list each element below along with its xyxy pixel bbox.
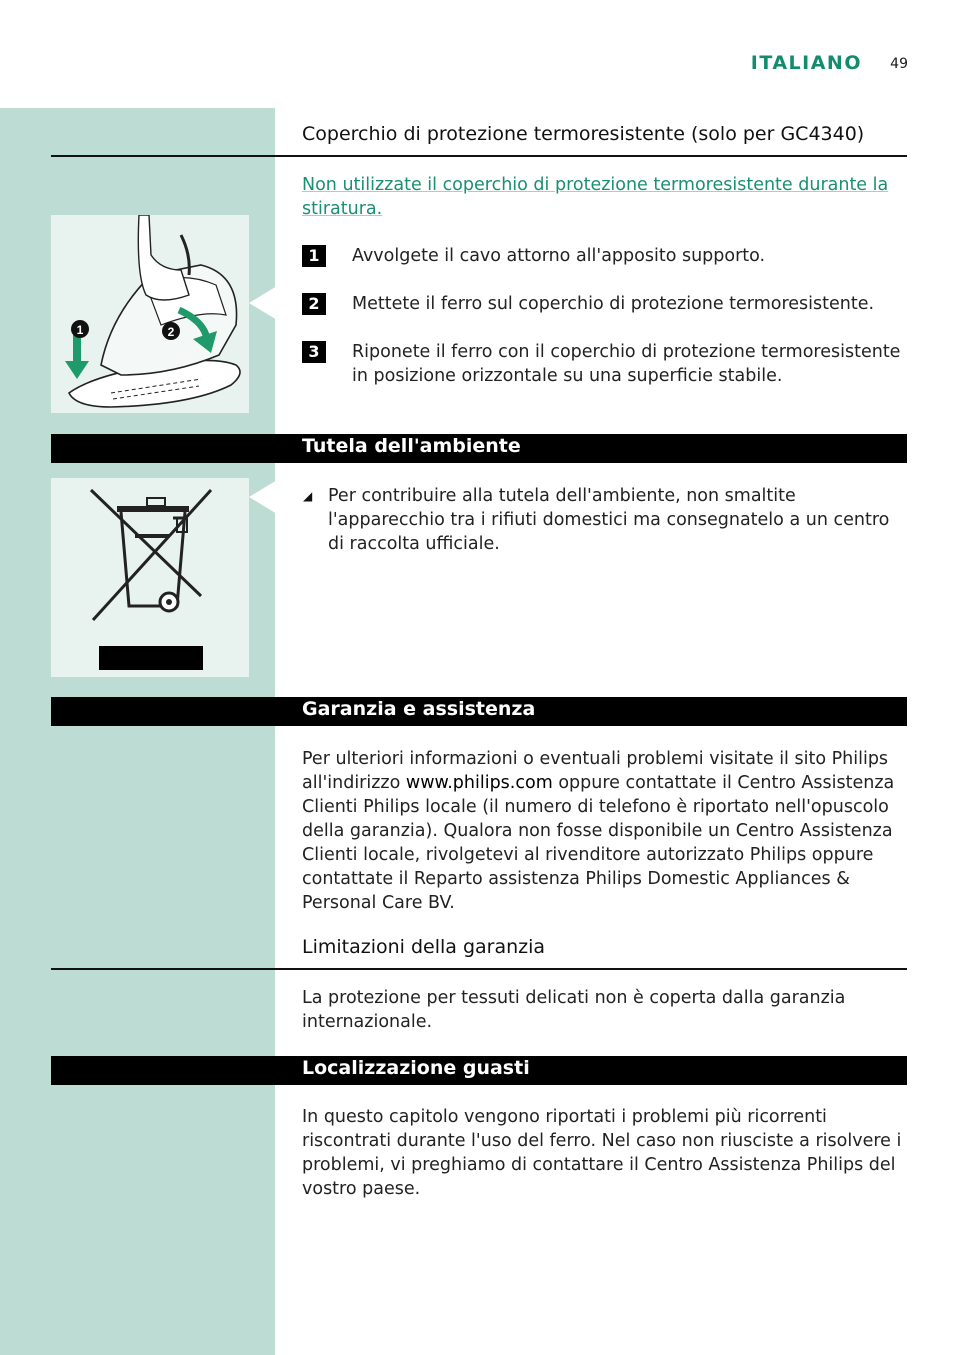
crossed-bin-icon (51, 478, 249, 677)
step-text-2: Mettete il ferro sul coperchio di protezione termoresistente. (352, 294, 875, 314)
environment-bullet-text: Per contribuire alla tutela dell'ambiente, non smaltite l'apparecchio tra i rifiuti domestici ma consegnatelo a un centro di raccolta ufficiale. (328, 486, 890, 554)
philips-website-link[interactable]: www.philips.com (405, 773, 553, 793)
step-number-1: 1 (302, 245, 326, 267)
step-text-1: Avvolgete il cavo attorno all'apposito supporto. (352, 246, 766, 266)
section-bar-warranty (51, 697, 907, 726)
iron-cover-illustration (51, 215, 249, 413)
step-number-2: 2 (302, 293, 326, 315)
section-rule (51, 155, 907, 157)
warranty-text-start: Per ulteriori informazioni o eventuali problemi visitate il sito Philips all'indirizzo (302, 749, 889, 793)
section-bar-environment (51, 434, 907, 463)
warranty-paragraph (302, 747, 908, 915)
figure-pointer (249, 286, 277, 320)
caution-note-text: Non utilizzate il coperchio di protezione termoresistente durante la stiratura. (302, 175, 889, 219)
section-title-environment: Tutela dell'ambiente (302, 435, 521, 457)
subhead-heat-cover: Coperchio di protezione termoresistente (solo per GC4340) (302, 123, 865, 145)
page-number: 49 (890, 56, 908, 72)
language-label: ITALIANO (750, 52, 862, 74)
step-text-3: Riponete il ferro con il coperchio di protezione termoresistente in posizione orizzontale su una superficie stabile. (352, 342, 901, 386)
warranty-limits-paragraph: La protezione per tessuti delicati non è coperta dalla garanzia internazionale. (302, 988, 846, 1032)
warranty-text-end: oppure contattate il Centro Assistenza Clienti Philips locale (il numero di telefono è riportato nell'opuscolo della garanzia). Qualora non fosse disponibile un Centro Assistenza Clienti locale, rivolgetevi al rivenditore autorizzato Philips oppure contattate il Reparto assistenza Philips Domestic Appliances & Personal Care BV. (302, 773, 895, 913)
subhead-warranty-limits: Limitazioni della garanzia (302, 936, 546, 958)
weee-symbol-illustration (51, 478, 249, 677)
section-bar-troubleshooting (51, 1056, 907, 1085)
iron-on-cover-icon (51, 215, 249, 413)
callout-2-label: 2 (167, 325, 175, 339)
section-title-troubleshooting: Localizzazione guasti (302, 1057, 530, 1079)
step-number-3: 3 (302, 341, 326, 363)
section-title-warranty: Garanzia e assistenza (302, 698, 536, 720)
callout-1-label: 1 (76, 323, 84, 337)
bullet-icon: ◢ (303, 489, 313, 503)
troubleshooting-paragraph: In questo capitolo vengono riportati i problemi più ricorrenti riscontrati durante l'uso del ferro. Nel caso non riusciste a risolvere i problemi, vi preghiamo di contattare il Centro Assistenza Philips del vostro paese. (302, 1107, 902, 1199)
caution-note (302, 173, 892, 221)
section-rule (51, 968, 907, 970)
figure-pointer (249, 480, 277, 514)
